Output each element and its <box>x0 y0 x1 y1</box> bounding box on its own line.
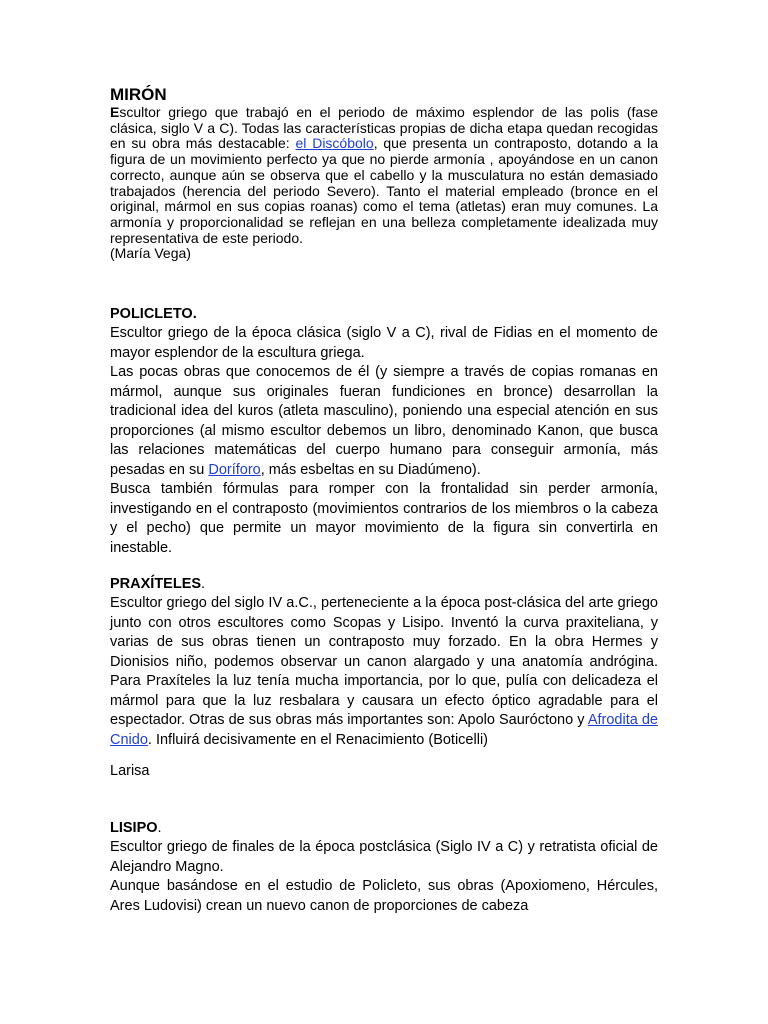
paragraph-text: scultor griego que trabajó en el periodo de máximo esplendor de las polis (fase clásica, siglo V a C). Todas las características propias de dicha etapa quedan recogidas en su obra más destacable: <box>110 104 658 152</box>
paragraph-text: Escultor griego del siglo IV a.C., perteneciente a la época post-clásica del arte griego junto con otros escultores como Scopas y Lisipo. Inventó la curva praxiteliana, y varias de sus obras tienen un contraposto muy forzado. En la obra Hermes y Dionisios niño, podemos observar un canon alargado y una anatomía andrógina. Para Praxíteles la luz tenía mucha importancia, por lo que, pulía con delicadeza el mármol para que la luz resbalara y causara un efecto óptico agradable para el espectador. Otras de sus obras más importantes son: Apolo Sauróctono y <box>110 595 658 728</box>
heading-suffix: . <box>157 820 162 836</box>
drop-initial: E <box>110 104 120 120</box>
heading-praxiteles <box>110 575 658 594</box>
heading-policleto: POLICLETO. <box>110 306 197 322</box>
link-discobolo[interactable]: el Discóbolo <box>295 135 374 152</box>
section-praxiteles <box>110 575 658 782</box>
heading-text: LISIPO <box>110 820 158 836</box>
heading-suffix: . <box>201 576 206 592</box>
section-lisipo <box>110 819 658 916</box>
heading-text: PRAXÍTELES <box>110 576 202 592</box>
paragraph-text: . Influirá decisivamente en el Renacimiento (Boticelli) <box>147 731 488 748</box>
paragraph-policleto-3: Busca también fórmulas para romper con la frontalidad sin perder armonía, investigando en el contraposto (movimientos contrarios de los miembros o la cabeza y el pecho) que permite un mayor movimiento de la figura sin convertirla en inestable. <box>110 481 658 556</box>
paragraph-miron <box>110 105 658 246</box>
paragraph-text: Las pocas obras que conocemos de él (y siempre a través de copias romanas en mármol, aunque sus originales fueran fundiciones en bronce) desarrollan la tradicional idea del kuros (atleta masculino), poniendo una especial atención en sus proporciones (al mismo escultor debemos un libro, denominado Kanon, que busca las relaciones matemáticas del cuerpo humano para conseguir armonía, más pesadas en su <box>110 364 658 478</box>
paragraph-lisipo-2: Aunque basándose en el estudio de Policleto, sus obras (Apoxiomeno, Hércules, Ares Ludovisi) crean un nuevo canon de proporciones de cabeza <box>110 878 658 914</box>
paragraph-policleto-1: Escultor griego de la época clásica (siglo V a C), rival de Fidias en el momento de mayor esplendor de la escultura griega. <box>110 325 658 361</box>
link-afrodita-de-cnido[interactable]: Afrodita de Cnido <box>110 712 658 748</box>
paragraph-praxiteles <box>110 594 658 750</box>
section-miron <box>110 85 658 262</box>
heading-miron: MIRÓN <box>110 85 167 104</box>
author-miron: (María Vega) <box>110 245 191 262</box>
paragraph-text: , que presenta un contraposto, dotando a la figura de un movimiento perfecto ya que no pierde armonía , apoyándose en un canon correcto, aunque aún se observa que el cabello y la musculatura no están demasiado trabajados (herencia del periodo Severo). Tanto el material empleado (bronce en el original, mármol en sus copias roanas) como el tema (atletas) eran muy comunes. La armonía y proporcionalidad se reflejan en una belleza completamente idealizada muy representativa de este periodo. <box>110 135 658 246</box>
link-doriforo[interactable]: Doríforo <box>208 461 261 478</box>
paragraph-text: , más esbeltas en su Diadúmeno). <box>260 461 481 478</box>
paragraph-lisipo-1: Escultor griego de finales de la época postclásica (Siglo IV a C) y retratista oficial de Alejandro Magno. <box>110 839 658 875</box>
heading-lisipo <box>110 819 658 838</box>
author-praxiteles: Larisa <box>110 763 150 779</box>
section-policleto <box>110 305 658 558</box>
paragraph-policleto-2 <box>110 363 658 480</box>
